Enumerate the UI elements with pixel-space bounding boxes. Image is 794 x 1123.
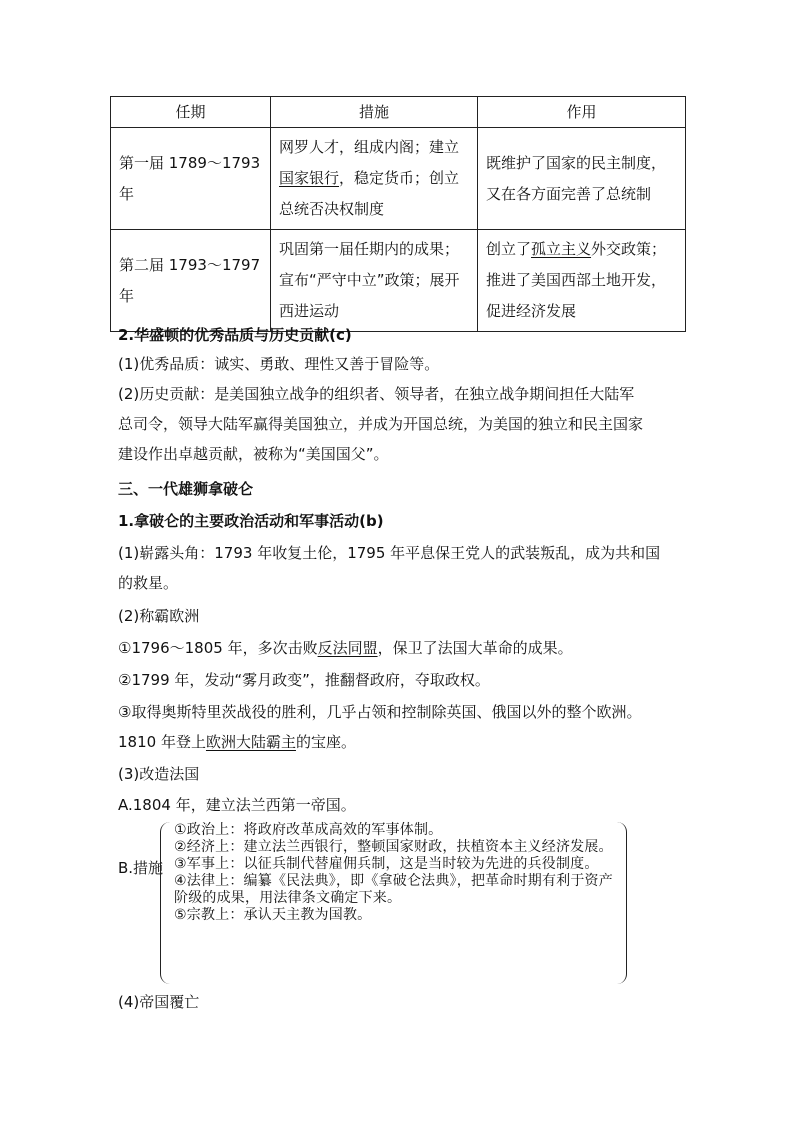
- paragraph: (1)崭露头角：1793 年收复土伦，1795 年平息保王党人的武装叛乱，成为共和国: [118, 544, 661, 562]
- text: ，保卫了法国大革命的成果。: [377, 639, 573, 657]
- measures-text: 巩固第一届任期内的成果；宣布“严守中立”政策；展开西进运动: [279, 240, 460, 320]
- measures-label: B.措施: [118, 859, 164, 877]
- list-item: ⑤宗教上：承认天主教为国教。: [174, 907, 372, 923]
- paragraph: 的救星。: [118, 574, 179, 592]
- effect-text: 创立了: [486, 240, 532, 258]
- text: 的宝座。: [295, 733, 356, 751]
- left-brace: [160, 822, 175, 984]
- text: ①1796～1805 年，多次击败: [118, 639, 318, 657]
- paragraph: A.1804 年，建立法兰西第一帝国。: [118, 796, 356, 814]
- list-item: ③军事上：以征兵制代替雇佣兵制，这是当时较为先进的兵役制度。: [174, 856, 599, 872]
- underlined-term: 欧洲大陆霸主: [205, 733, 296, 751]
- effect-cell: [478, 128, 686, 230]
- paragraph: (2)历史贡献：是美国独立战争的组织者、领导者，在独立战争期间担任大陆军: [118, 385, 635, 403]
- header-term: 任期: [111, 97, 271, 128]
- paragraph: (1)优秀品质：诚实、勇敢、理性又善于冒险等。: [118, 355, 440, 373]
- table-header-row: [111, 97, 686, 128]
- list-item: ②经济上：建立法兰西银行，整顿国家财政，扶植资本主义经济发展。: [174, 839, 613, 855]
- paragraph: ②1799 年，发动“雾月政变”，推翻督政府，夺取政权。: [118, 671, 490, 689]
- measures-text: 网罗人才，组成内阁；建立: [279, 138, 460, 156]
- paragraph: (3)改造法国: [118, 765, 200, 783]
- measures-cell: [271, 128, 478, 230]
- effect-text: 既维护了国家的民主制度，又在各方面完善了总统制: [486, 153, 667, 203]
- list-item: ①政治上：将政府改革成高效的军事体制。: [174, 822, 443, 838]
- effect-text-rest: 外交政策；推进了美国西部土地开发，促进经济发展: [486, 240, 667, 320]
- header-effect: 作用: [478, 97, 686, 128]
- paragraph: 建设作出卓越贡献，被称为“美国国父”。: [118, 445, 389, 463]
- section3-subheading: 1.拿破仑的主要政治活动和军事活动(b): [118, 512, 384, 530]
- header-measures: 措施: [271, 97, 478, 128]
- measures-list: [174, 822, 624, 924]
- paragraph: (4)帝国覆亡: [118, 993, 200, 1011]
- underlined-term: 反法同盟: [317, 639, 378, 657]
- section3-heading: 三、一代雄狮拿破仑: [118, 480, 254, 498]
- table-row: [111, 128, 686, 230]
- paragraph: (2)称霸欧洲: [118, 607, 200, 625]
- term-cell: 第一届 1789～1793年: [111, 128, 271, 230]
- text: 1810 年登上: [118, 733, 206, 751]
- measures-text-rest: ，稳定货币；创立总统否决权制度: [279, 169, 460, 218]
- effect-cell: [478, 230, 686, 332]
- paragraph: [118, 638, 573, 658]
- presidency-table: [110, 96, 686, 332]
- term-cell: 第二届 1793～1797年: [111, 230, 271, 332]
- section2-heading: 2.华盛顿的优秀品质与历史贡献(c): [118, 326, 352, 344]
- measures-cell: [271, 230, 478, 332]
- underlined-term: 孤立主义: [531, 240, 592, 258]
- list-item: ④法律上：编纂《民法典》，即《拿破仑法典》，把革命时期有利于资产阶级的成果，用法律条文确定下来。: [174, 873, 613, 906]
- underlined-term: 国家银行: [279, 169, 340, 187]
- paragraph: 总司令，领导大陆军赢得美国独立，并成为开国总统，为美国的独立和民主国家: [118, 415, 644, 433]
- paragraph: ③取得奥斯特里茨战役的胜利，几乎占领和控制除英国、俄国以外的整个欧洲。: [118, 703, 642, 721]
- table-row: [111, 230, 686, 332]
- paragraph: [118, 732, 356, 752]
